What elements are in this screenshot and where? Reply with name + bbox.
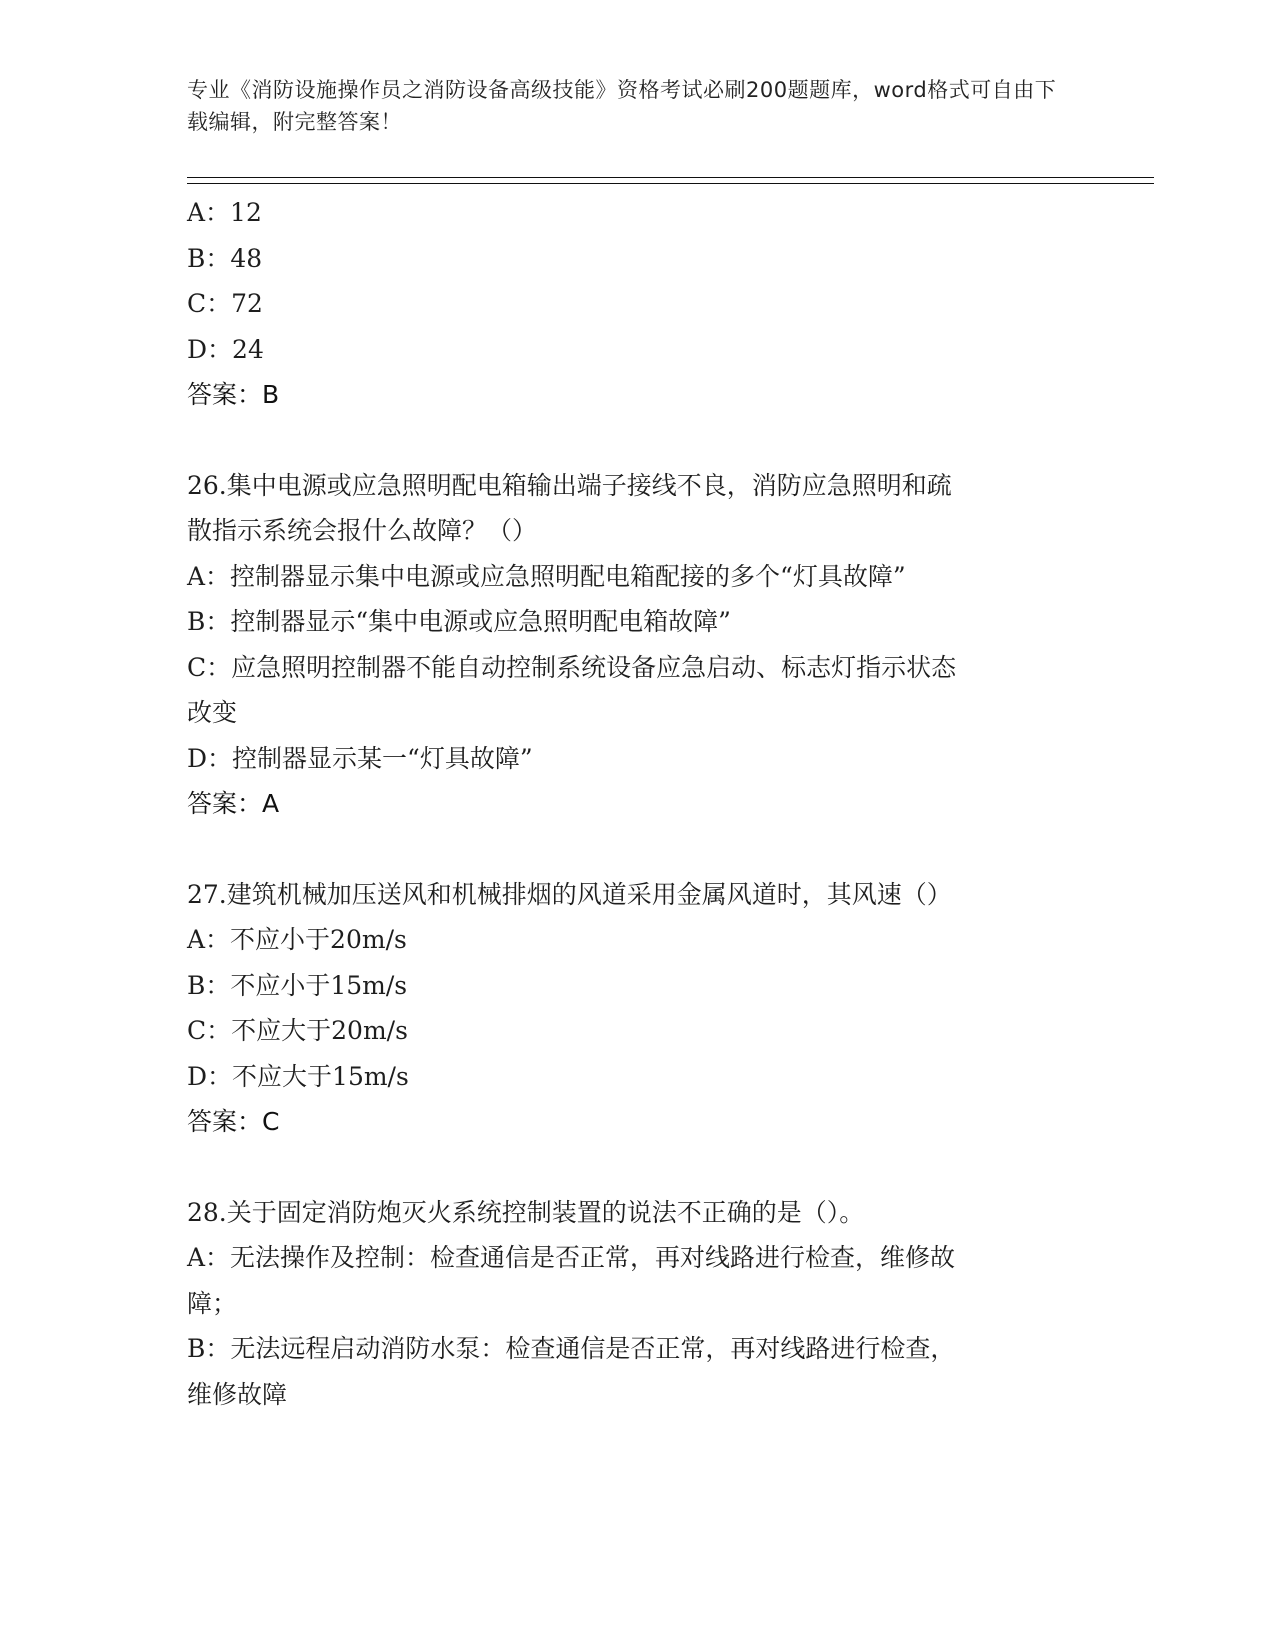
question-25 <box>187 190 1087 418</box>
option-d: D：24 <box>187 334 264 364</box>
question-26 <box>187 463 1087 827</box>
answer: 答案：B <box>187 380 280 409</box>
question-28 <box>187 1190 1087 1418</box>
option-a-line-2: 障； <box>187 1288 238 1318</box>
option-c: C：不应大于20m/s <box>187 1016 408 1045</box>
document-body <box>187 190 1087 1417</box>
question-stem-line-1: 26.集中电源或应急照明配电箱输出端子接线不良，消防应急照明和疏 <box>187 470 952 500</box>
question-27 <box>187 872 1087 1145</box>
question-stem: 27.建筑机械加压送风和机械排烟的风道采用金属风道时，其风速（） <box>187 879 952 909</box>
answer: 答案：A <box>187 789 280 818</box>
option-c: C：72 <box>187 289 263 318</box>
option-b: B：不应小于15m/s <box>187 970 408 1000</box>
header-rule-bottom <box>187 183 1154 184</box>
option-b-line-2: 维修故障 <box>187 1379 288 1409</box>
option-a: A：控制器显示集中电源或应急照明配电箱配接的多个“灯具故障” <box>187 561 906 591</box>
option-c-line-2: 改变 <box>187 698 238 727</box>
option-a-line-1: A：无法操作及控制：检查通信是否正常，再对线路进行检查，维修故 <box>187 1243 956 1272</box>
option-b: B：48 <box>187 243 263 273</box>
question-stem-line-2: 散指示系统会报什么故障？（） <box>187 516 538 545</box>
option-a: A：12 <box>187 198 262 227</box>
option-a: A：不应小于20m/s <box>187 925 407 954</box>
page-header <box>187 74 1067 138</box>
option-d: D：不应大于15m/s <box>187 1061 409 1091</box>
answer: 答案：C <box>187 1107 280 1136</box>
option-b-line-1: B：无法远程启动消防水泵：检查通信是否正常，再对线路进行检查， <box>187 1334 956 1363</box>
header-text: 专业《消防设施操作员之消防设备高级技能》资格考试必刷200题题库，word格式可自由下载编辑，附完整答案！ <box>187 78 1057 134</box>
header-rule-top <box>187 177 1154 178</box>
option-d: D：控制器显示某一“灯具故障” <box>187 743 533 773</box>
option-c-line-1: C：应急照明控制器不能自动控制系统设备应急启动、标志灯指示状态 <box>187 652 957 682</box>
question-stem: 28.关于固定消防炮灭火系统控制装置的说法不正确的是（）。 <box>187 1197 865 1227</box>
option-b: B：控制器显示“集中电源或应急照明配电箱故障” <box>187 607 731 636</box>
